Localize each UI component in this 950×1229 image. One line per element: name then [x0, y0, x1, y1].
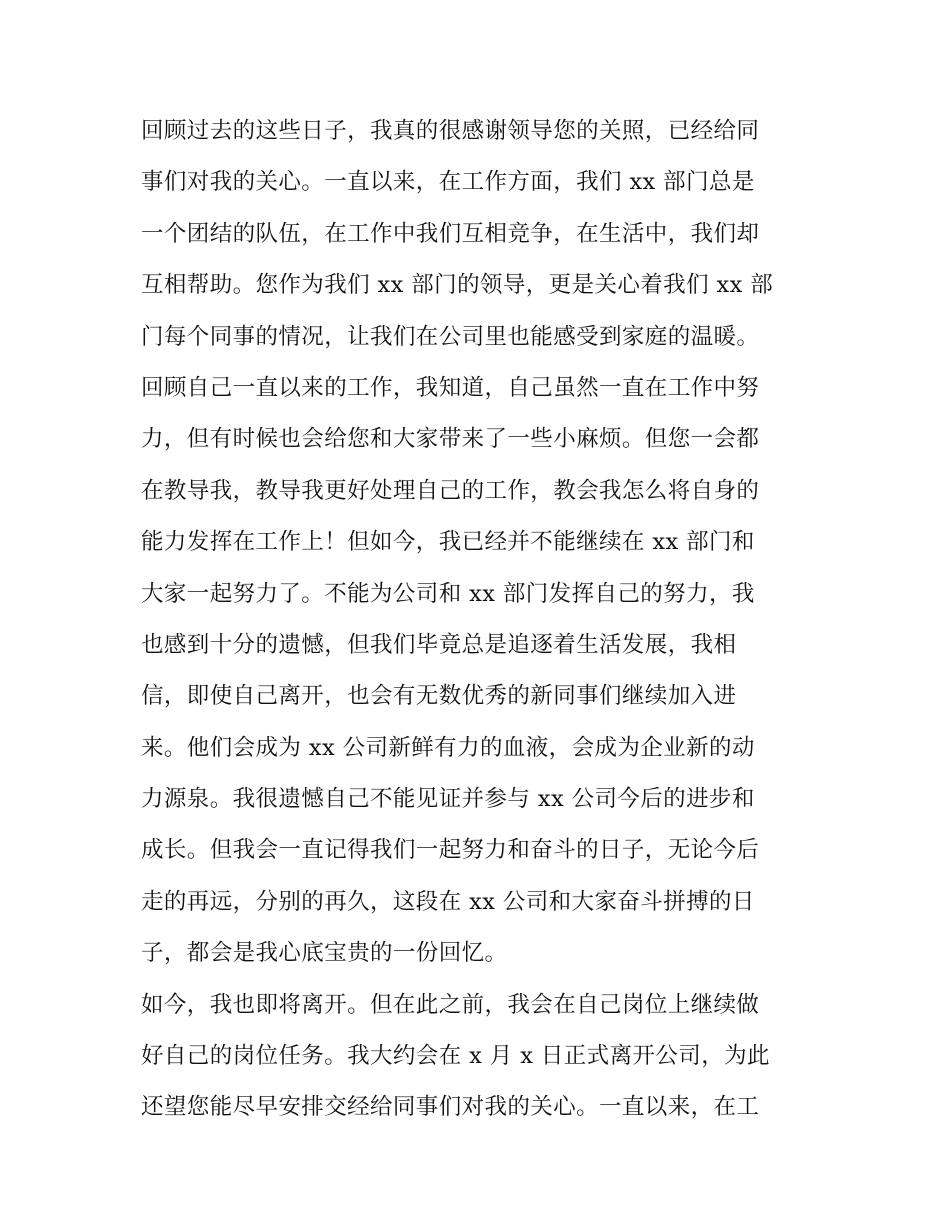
text-line: 还望您能尽早安排交经给同事们对我的关心。一直以来，在工 — [141, 1094, 760, 1121]
text-line: 如今，我也即将离开。但在此之前，我会在自己岗位上继续做 — [141, 991, 760, 1018]
text-line: 在教导我，教导我更好处理自己的工作，教会我怎么将自身的 — [141, 477, 760, 504]
text-line: 力源泉。我很遗憾自己不能见证并参与 xx 公司今后的进步和 — [141, 786, 755, 813]
text-line: 一个团结的队伍，在工作中我们互相竞争，在生活中，我们却 — [141, 220, 760, 247]
text-line: 回顾过去的这些日子，我真的很感谢领导您的关照，已经给同 — [141, 118, 760, 144]
text-line: 来。他们会成为 xx 公司新鲜有力的血液，会成为企业新的动 — [141, 734, 755, 761]
text-line: 大家一起努力了。不能为公司和 xx 部门发挥自己的努力，我 — [141, 580, 755, 607]
text-line: 信，即使自己离开，也会有无数优秀的新同事们继续加入进 — [141, 683, 737, 710]
text-line: 门每个同事的情况，让我们在公司里也能感受到家庭的温暖。 — [141, 323, 760, 350]
text-line: 走的再远，分别的再久，这段在 xx 公司和大家奋斗拼搏的日 — [141, 888, 755, 915]
text-line: 互相帮助。您作为我们 xx 部门的领导，更是关心着我们 xx 部 — [141, 272, 774, 299]
body-text — [141, 106, 821, 1134]
text-line: 回顾自己一直以来的工作，我知道，自己虽然一直在工作中努 — [141, 374, 760, 401]
text-line: 事们对我的关心。一直以来，在工作方面，我们 xx 部门总是 — [141, 169, 755, 196]
text-line: 成长。但我会一直记得我们一起努力和奋斗的日子，无论今后 — [141, 837, 760, 864]
text-line: 力，但有时候也会给您和大家带来了一些小麻烦。但您一会都 — [141, 426, 760, 453]
text-line: 能力发挥在工作上！但如今，我已经并不能继续在 xx 部门和 — [141, 529, 755, 556]
text-line: 好自己的岗位任务。我大约会在 x 月 x 日正式离开公司，为此 — [141, 1043, 770, 1070]
text-line: 也感到十分的遗憾，但我们毕竟总是追逐着生活发展，我相 — [141, 631, 737, 658]
text-line: 子，都会是我心底宝贵的一份回忆。 — [141, 940, 508, 967]
